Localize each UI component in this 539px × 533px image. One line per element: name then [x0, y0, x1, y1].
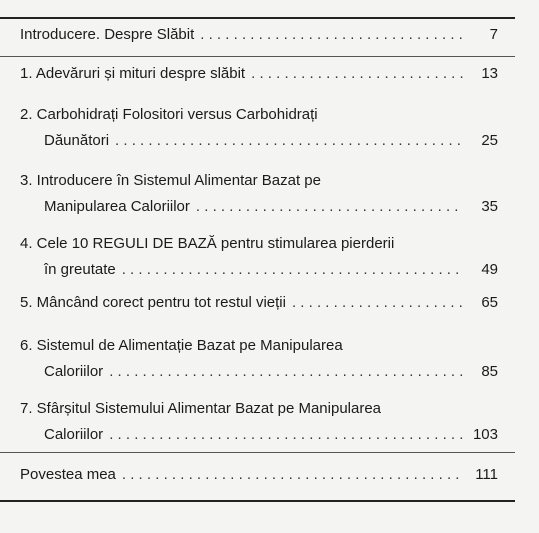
section-divider [0, 452, 515, 453]
toc-entry-chapter-1[interactable] [20, 61, 498, 87]
toc-entry-title: 7. Sfârșitul Sistemului Alimentar Bazat pe Manipularea [20, 400, 382, 417]
toc-entry-title-continued: Caloriilor [44, 363, 104, 380]
toc-page-number: 49 [481, 261, 498, 278]
toc-entry-chapter-5[interactable] [20, 290, 498, 316]
leader-dots [109, 359, 464, 385]
toc-entry-introducere[interactable] [20, 22, 498, 48]
leader-dots [115, 128, 464, 154]
toc-entry-title-continued: Caloriilor [44, 426, 104, 443]
leader-dots [200, 22, 464, 48]
toc-entry-title: 2. Carbohidrați Folositori versus Carbohidrați [20, 106, 318, 123]
toc-entry-title-continued: în greutate [44, 261, 116, 278]
toc-page-number: 7 [489, 26, 498, 43]
leader-dots [196, 194, 464, 220]
toc-entry-title: Introducere. Despre Slăbit [20, 26, 195, 43]
toc-entry-chapter-4[interactable] [20, 231, 498, 283]
toc-page-number: 13 [481, 65, 498, 82]
toc-entry-title: 3. Introducere în Sistemul Alimentar Bazat pe [20, 172, 321, 189]
top-rule [0, 17, 515, 19]
toc-page-number: 103 [472, 426, 498, 443]
section-divider [0, 56, 515, 57]
toc-entry-chapter-2[interactable] [20, 102, 498, 154]
toc-entry-title: 5. Mâncând corect pentru tot restul vieții [20, 294, 286, 311]
toc-entry-title: 6. Sistemul de Alimentație Bazat pe Manipularea [20, 337, 343, 354]
toc-page-number: 25 [481, 132, 498, 149]
toc-entry-povestea-mea[interactable] [20, 462, 498, 488]
toc-page-number: 85 [481, 363, 498, 380]
toc-entry-chapter-6[interactable] [20, 333, 498, 385]
toc-entry-chapter-3[interactable] [20, 168, 498, 220]
toc-entry-title: Povestea mea [20, 466, 116, 483]
leader-dots [292, 290, 464, 316]
toc-entry-title: 4. Cele 10 REGULI DE BAZĂ pentru stimularea pierderii [20, 235, 395, 252]
leader-dots [122, 462, 464, 488]
toc-page-number: 111 [475, 466, 498, 483]
toc-page-number: 65 [481, 294, 498, 311]
toc-entry-title-continued: Dăunători [44, 132, 110, 149]
toc-entry-chapter-7[interactable] [20, 396, 498, 448]
leader-dots [109, 422, 464, 448]
toc-page-number: 35 [481, 198, 498, 215]
toc-entry-title-continued: Manipularea Caloriilor [44, 198, 190, 215]
bottom-rule [0, 500, 515, 502]
leader-dots [122, 257, 464, 283]
leader-dots [251, 61, 464, 87]
toc-entry-title: 1. Adevăruri și mituri despre slăbit [20, 65, 246, 82]
